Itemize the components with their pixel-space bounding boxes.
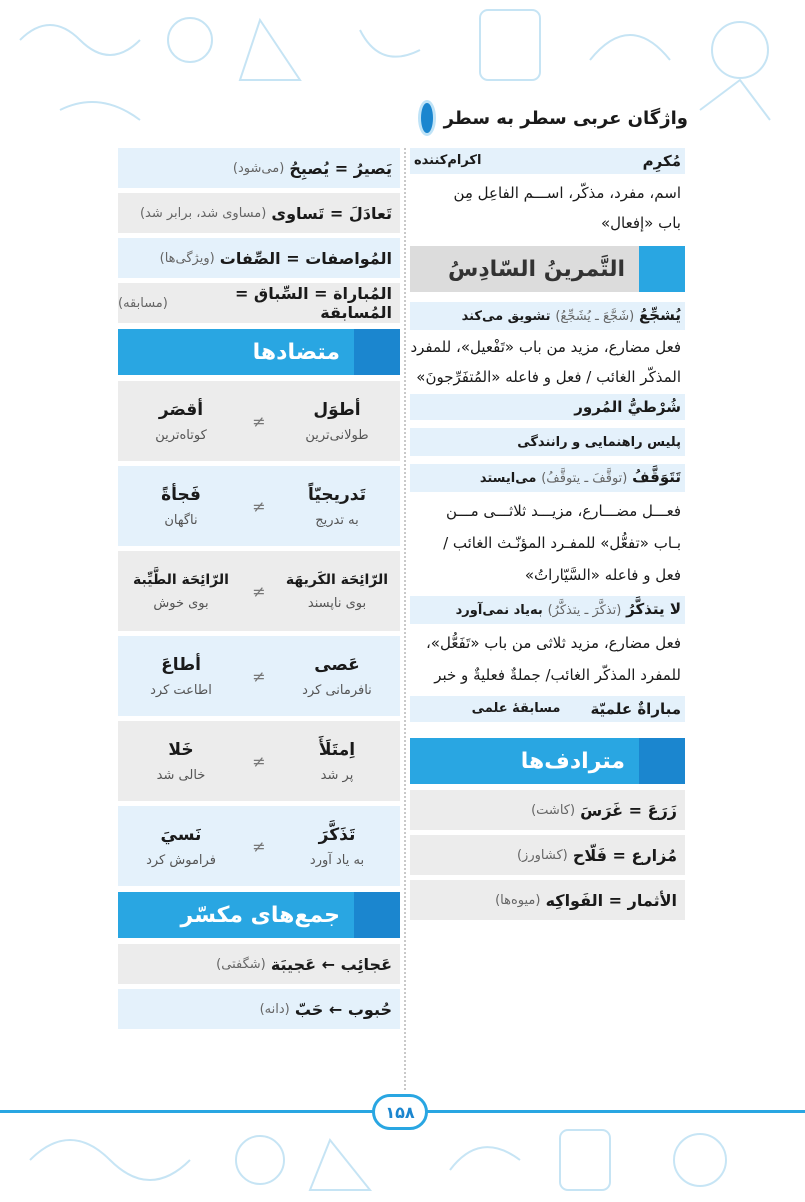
synonym-gloss: (مساوی شد، برابر شد) <box>139 205 267 221</box>
antonym-word: أطاعَ <box>161 654 201 675</box>
plural-text: حُبوب ← حَبّ <box>294 999 392 1019</box>
plural-text: عَجائِب ← عَجيبَة <box>270 954 392 974</box>
synonym-row <box>118 148 400 188</box>
grammar-line: بـاب «تفعُّل» للمفـرد المؤنّـث الغائب / <box>443 534 681 552</box>
not-equal-sign: ≠ <box>252 496 266 516</box>
ornament-icon <box>639 738 685 784</box>
antonym-meaning: اطاعت کرد <box>150 682 212 698</box>
vocab-line <box>410 428 685 456</box>
synonym-gloss: (کشاورز) <box>516 847 568 863</box>
antonym-meaning: نافرمانی کرد <box>302 682 372 698</box>
vocab-line <box>410 148 685 174</box>
synonym-row <box>118 193 400 233</box>
word-meaning: اکرام‌کننده <box>414 153 482 168</box>
word-forms: (شَجَّعَ ـ يُشَجِّعُ) <box>555 309 635 324</box>
synonym-row <box>410 880 685 920</box>
arabic-word: مُكرِم <box>642 152 681 170</box>
not-equal-sign: ≠ <box>252 411 266 431</box>
plurals-list <box>118 944 400 1029</box>
antonym-row <box>118 466 400 546</box>
exercise-banner <box>410 246 685 292</box>
synonym-text: زَرَعَ = غَرَسَ <box>580 800 677 820</box>
antonym-word: تَذَكَّرَ <box>318 824 356 845</box>
synonym-row <box>118 238 400 278</box>
antonyms-banner <box>118 329 400 375</box>
synonym-row <box>410 835 685 875</box>
exercise-title: التَّمرينُ السّادِسُ <box>447 256 625 282</box>
word-meaning: تشویق می‌کند <box>461 309 551 324</box>
synonym-text: المُواصفات = الصِّفات <box>219 248 392 268</box>
arabic-word: تَتَوَقَّفُ <box>632 468 681 486</box>
word-meaning: به‌یاد نمی‌آورد <box>455 603 543 618</box>
arabic-phrase: مباراةٌ علميّة <box>590 700 681 718</box>
antonym-row <box>118 551 400 631</box>
not-equal-sign: ≠ <box>252 666 266 686</box>
column-divider <box>404 148 406 1090</box>
vocab-line <box>410 394 685 420</box>
antonym-row <box>118 381 400 461</box>
grammar-line: اسم، مفرد، مذکّر، اســـم الفاعِل مِن <box>453 184 681 202</box>
antonym-meaning: بوی ناپسند <box>307 595 367 611</box>
antonym-word: تَدريجيّاً <box>308 484 366 505</box>
antonym-row <box>118 721 400 801</box>
grammar-line: فعـــل مضـــارع، مزیـــد ثلاثـــی مـــن <box>445 502 681 520</box>
antonym-word: نَسيَ <box>160 824 202 845</box>
grammar-line: للمفرد المذکّر الغائب/ جملةٌ فعليةٌ و خبر <box>434 666 681 684</box>
synonyms-list <box>410 790 685 920</box>
arabic-word: لا يتذكَّرُ <box>626 600 681 618</box>
right-column <box>410 148 685 925</box>
grammar-line: فعل مضارع، مزید ثلاثی من باب «تَفَعُّل»، <box>425 634 681 652</box>
ornament-icon <box>354 329 400 375</box>
synonym-gloss: (میوه‌ها) <box>495 892 541 908</box>
not-equal-sign: ≠ <box>252 836 266 856</box>
plural-row <box>118 989 400 1029</box>
antonym-meaning: خالی شد <box>156 767 206 783</box>
word-meaning: می‌ایستد <box>479 471 537 486</box>
antonym-word: أطوَل <box>313 399 361 420</box>
antonym-meaning: پر شد <box>320 767 354 783</box>
antonym-meaning: به تدریج <box>315 512 359 528</box>
antonym-meaning: ناگهان <box>164 512 198 528</box>
word-meaning: پلیس راهنمایی و رانندگی <box>517 435 681 450</box>
synonym-gloss: (می‌شود) <box>232 160 285 176</box>
synonym-text: المُباراة = السِّباق = المُسابقة <box>234 284 392 322</box>
not-equal-sign: ≠ <box>252 581 266 601</box>
ornament-icon <box>639 246 685 292</box>
synonym-row <box>410 790 685 830</box>
not-equal-sign: ≠ <box>252 751 266 771</box>
plural-row <box>118 944 400 984</box>
vocab-line <box>410 596 685 624</box>
plurals-title: جمع‌های مکسّر <box>180 902 340 928</box>
section-header <box>418 96 688 140</box>
synonym-text: يَصيرُ = يُصبِحُ <box>289 158 392 178</box>
synonym-text: مُزارع = فَلّاح <box>572 845 677 865</box>
vocab-line <box>410 464 685 492</box>
synonym-text: الأثمار = الفَواكِه <box>545 890 677 910</box>
antonyms-table <box>118 381 400 886</box>
antonym-word: اِمتَلَأَ <box>318 739 356 760</box>
synonym-gloss: (مسابقه) <box>118 295 168 311</box>
antonym-row <box>118 806 400 886</box>
vocab-line <box>410 302 685 330</box>
antonyms-title: متضادها <box>252 339 340 365</box>
synonym-text: تَعادَلَ = تَساوى <box>271 203 392 223</box>
plural-gloss: (شگفتی) <box>216 956 266 972</box>
plural-gloss: (دانه) <box>259 1001 290 1017</box>
ornament-icon <box>354 892 400 938</box>
antonym-word: الرّائِحَة الطَّيِّبة <box>133 571 229 588</box>
antonym-meaning: بوی خوش <box>153 595 209 611</box>
antonym-word: أقصَر <box>158 399 204 420</box>
antonym-word: الرّائِحَة الكَريهَة <box>285 571 389 588</box>
synonyms-banner <box>410 738 685 784</box>
synonym-row <box>118 283 400 323</box>
arabic-word: يُشجِّعُ <box>639 306 681 324</box>
antonym-meaning: فراموش کرد <box>146 852 216 868</box>
grammar-line: المذکّر الغائب / فعل و فاعله «المُتفَرِّجونَ» <box>416 368 681 386</box>
word-forms: (تذكَّرَ ـ يتذكَّرُ) <box>547 603 622 618</box>
synonym-gloss: (کاشت) <box>531 802 576 818</box>
antonym-meaning: طولانی‌ترین <box>305 427 369 443</box>
grammar-line: باب «إفعال» <box>600 214 681 232</box>
antonym-word: فَجأةً <box>161 484 201 505</box>
grammar-line: فعل مضارع، مزید من باب «تَفْعیل»، للمفرد <box>410 338 681 356</box>
arabic-phrase: شُرْطيُّ المُرور <box>574 398 681 416</box>
antonym-word: خَلا <box>168 739 194 760</box>
speaker-icon <box>418 100 436 136</box>
word-forms: (توقَّفَ ـ يتوقَّفُ) <box>541 471 628 486</box>
antonym-meaning: کوتاه‌ترین <box>155 427 207 443</box>
synonyms-title: مترادف‌ها <box>520 748 625 774</box>
antonym-word: عَصى <box>314 654 360 675</box>
grammar-line: فعل و فاعله «السَّيّاراتُ» <box>524 566 681 584</box>
vocab-line <box>410 696 685 722</box>
word-meaning: مسابقهٔ علمی <box>471 701 561 716</box>
plurals-banner <box>118 892 400 938</box>
antonym-row <box>118 636 400 716</box>
synonym-gloss: (ویژگی‌ها) <box>159 250 215 266</box>
left-column <box>118 148 400 1034</box>
section-title: واژگان عربی سطر به سطر <box>443 107 688 129</box>
antonym-meaning: به یاد آورد <box>309 852 365 868</box>
page-number: ۱۵۸ <box>372 1094 428 1130</box>
